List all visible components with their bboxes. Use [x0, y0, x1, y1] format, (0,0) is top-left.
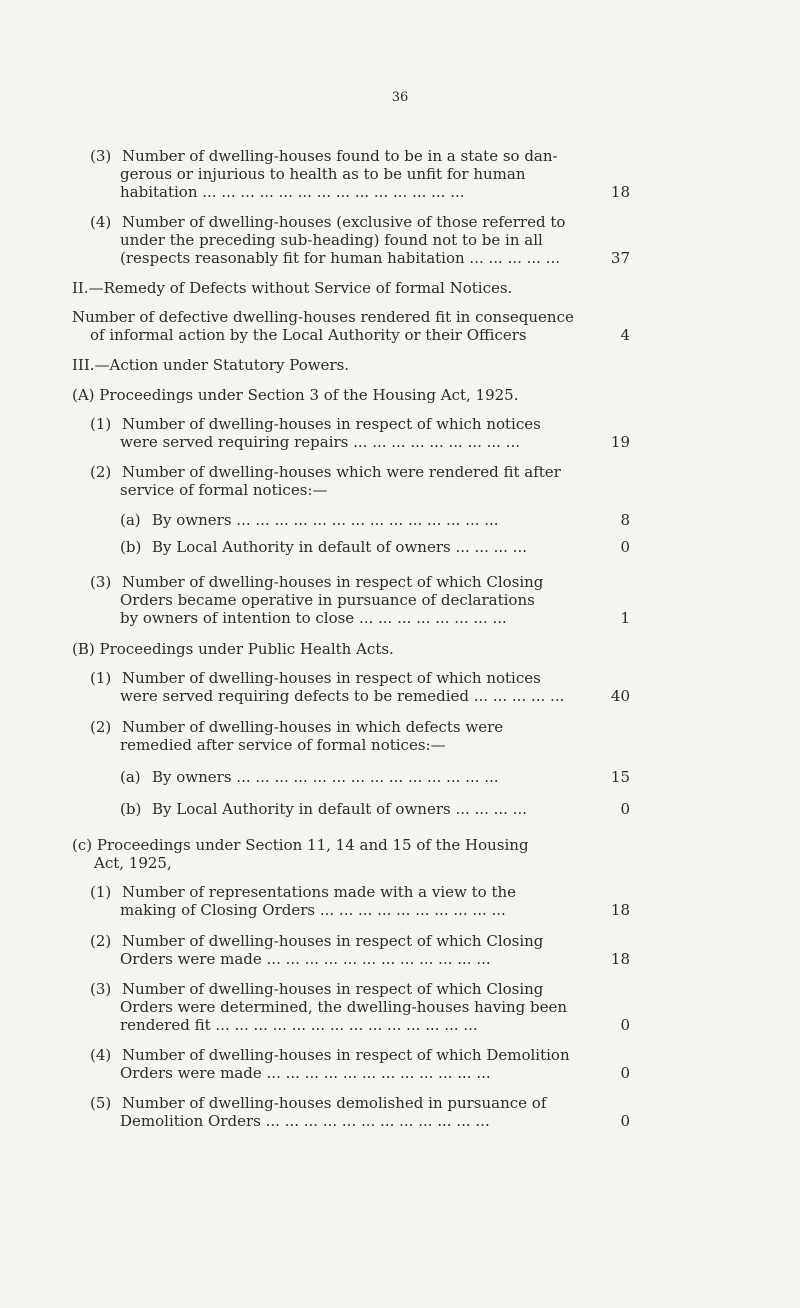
item-label: (2)	[90, 932, 112, 950]
item-b-2-a	[120, 768, 499, 786]
item-value: 1	[620, 609, 630, 627]
item-text: Orders were determined, the dwelling-houses having been	[120, 998, 568, 1016]
item-text: under the preceding sub-heading) found not to be in all	[120, 231, 543, 249]
section-heading: II.—Remedy of Defects without Service of formal Notices.	[72, 279, 513, 297]
page-number: 36	[391, 90, 409, 105]
item-text: Number of dwelling-houses which were rendered fit after	[122, 463, 561, 481]
item-a-1	[90, 415, 541, 451]
item-c-2	[90, 932, 543, 968]
item-i-4	[90, 213, 565, 267]
item-text: Orders were made ... ... ... ... ... ... ... ... ... ... ... ...	[120, 950, 491, 968]
item-value: 40	[610, 687, 630, 705]
item-a-2	[90, 463, 561, 499]
item-label: (4)	[90, 1046, 112, 1064]
subsection-heading-c	[72, 836, 529, 872]
item-value: 0	[620, 1112, 630, 1130]
item-label: (2)	[90, 463, 112, 481]
item-value: 0	[620, 538, 630, 556]
subsection-heading: (A) Proceedings under Section 3 of the Housing Act, 1925.	[72, 386, 519, 404]
item-text: Number of dwelling-houses found to be in a state so dan-	[122, 147, 558, 165]
item-text: Number of dwelling-houses demolished in pursuance of	[122, 1094, 547, 1112]
item-i-3	[90, 147, 558, 201]
item-text: service of formal notices:—	[120, 481, 328, 499]
item-c-3	[90, 980, 567, 1034]
item-text: gerous or injurious to health as to be unfit for human	[120, 165, 526, 183]
item-text: were served requiring defects to be remedied ... ... ... ... ...	[120, 687, 565, 705]
item-text: by owners of intention to close ... ... ... ... ... ... ... ...	[120, 609, 507, 627]
item-label: (a)	[120, 768, 141, 786]
item-value: 18	[610, 950, 630, 968]
item-b-2	[90, 718, 503, 754]
item-text: Number of dwelling-houses in respect of which Closing	[122, 932, 544, 950]
item-label: (b)	[120, 800, 142, 818]
item-label: (1)	[90, 669, 112, 687]
section-heading: III.—Action under Statutory Powers.	[72, 356, 350, 374]
item-text: By Local Authority in default of owners ... ... ... ...	[152, 538, 527, 556]
item-label: (a)	[120, 511, 141, 529]
item-label: (b)	[120, 538, 142, 556]
item-text: Number of dwelling-houses in respect of which notices	[122, 669, 541, 687]
item-text: rendered fit ... ... ... ... ... ... ... ... ... ... ... ... ... ...	[120, 1016, 478, 1034]
item-label: (3)	[90, 980, 112, 998]
item-text: Number of dwelling-houses in which defects were	[122, 718, 504, 736]
item-text: Number of dwelling-houses in respect of which notices	[122, 415, 541, 433]
item-value: 15	[610, 768, 630, 786]
item-a-3	[90, 573, 543, 627]
item-ii	[72, 308, 574, 344]
item-value: 18	[610, 901, 630, 919]
item-text: Number of dwelling-houses in respect of which Closing	[122, 573, 544, 591]
item-c-1	[90, 883, 516, 919]
item-text: Number of defective dwelling-houses rendered fit in consequence	[72, 308, 574, 326]
item-text: (respects reasonably fit for human habitation ... ... ... ... ...	[120, 249, 561, 267]
item-label: (1)	[90, 415, 112, 433]
item-text: Number of dwelling-houses (exclusive of those referred to	[122, 213, 566, 231]
item-value: 8	[620, 511, 630, 529]
item-c-5	[90, 1094, 546, 1130]
item-value: 0	[620, 1016, 630, 1034]
item-value: 4	[620, 326, 630, 344]
item-label: (3)	[90, 573, 112, 591]
subsection-heading: (B) Proceedings under Public Health Acts.	[72, 640, 394, 658]
item-b-1	[90, 669, 564, 705]
item-text: habitation ... ... ... ... ... ... ... ... ... ... ... ... ... ...	[120, 183, 465, 201]
item-a-2-b	[120, 538, 527, 556]
item-label: (1)	[90, 883, 112, 901]
item-text: By Local Authority in default of owners ... ... ... ...	[152, 800, 527, 818]
item-value: 0	[620, 800, 630, 818]
item-text: Orders became operative in pursuance of declarations	[120, 591, 535, 609]
item-text: of informal action by the Local Authority or their Officers	[90, 326, 527, 344]
item-value: 19	[610, 433, 630, 451]
item-a-2-a	[120, 511, 499, 529]
item-value: 0	[620, 1064, 630, 1082]
item-label: (2)	[90, 718, 112, 736]
subsection-heading-cont: Act, 1925,	[94, 854, 172, 872]
item-text: Number of dwelling-houses in respect of which Closing	[122, 980, 544, 998]
subsection-heading: (c) Proceedings under Section 11, 14 and 15 of the Housing	[72, 836, 529, 854]
item-label: (5)	[90, 1094, 112, 1112]
item-label: (4)	[90, 213, 112, 231]
item-b-2-b	[120, 800, 527, 818]
item-text: remedied after service of formal notices:—	[120, 736, 446, 754]
item-text: Orders were made ... ... ... ... ... ... ... ... ... ... ... ...	[120, 1064, 491, 1082]
item-value: 37	[610, 249, 630, 267]
item-text: were served requiring repairs ... ... ... ... ... ... ... ... ...	[120, 433, 521, 451]
item-text: Number of dwelling-houses in respect of which Demolition	[122, 1046, 570, 1064]
item-value: 18	[610, 183, 630, 201]
item-text: By owners ... ... ... ... ... ... ... ... ... ... ... ... ... ...	[152, 511, 499, 529]
item-c-4	[90, 1046, 570, 1082]
item-text: making of Closing Orders ... ... ... ... ... ... ... ... ... ...	[120, 901, 506, 919]
item-text: By owners ... ... ... ... ... ... ... ... ... ... ... ... ... ...	[152, 768, 499, 786]
item-text: Demolition Orders ... ... ... ... ... ... ... ... ... ... ... ...	[120, 1112, 490, 1130]
item-text: Number of representations made with a view to the	[122, 883, 517, 901]
item-label: (3)	[90, 147, 112, 165]
